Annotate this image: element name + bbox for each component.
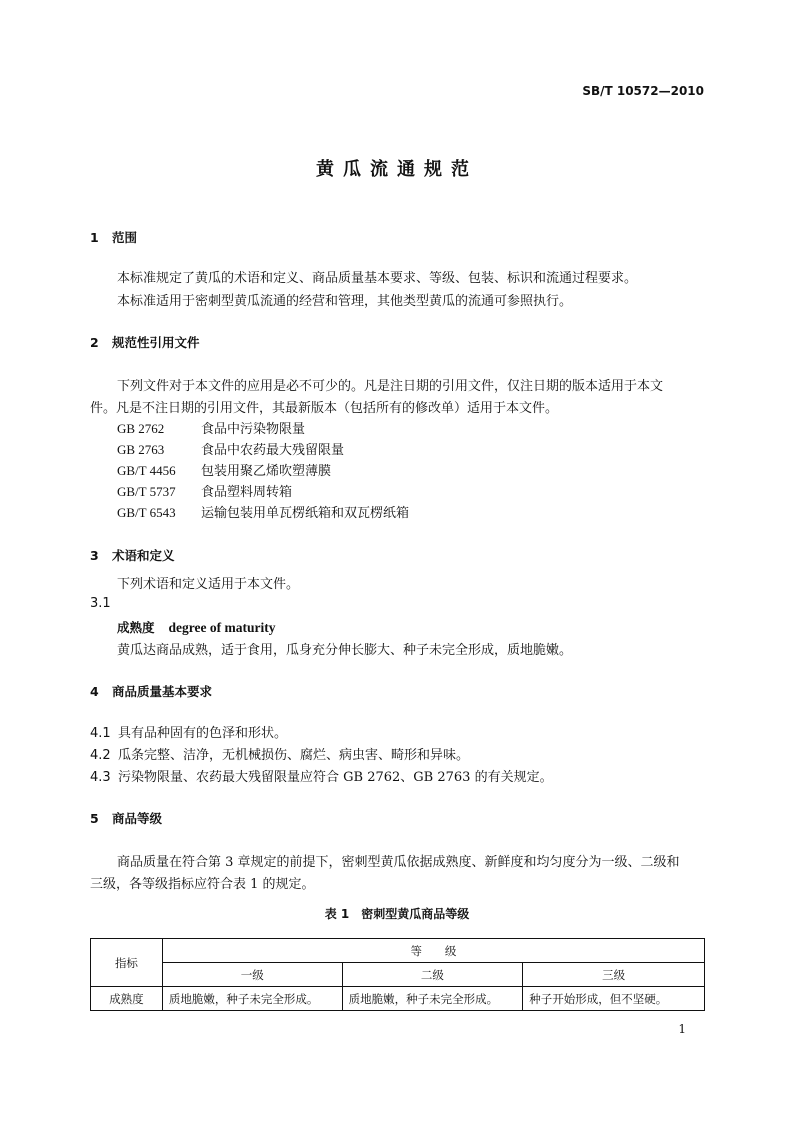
page-number: 1 xyxy=(678,1022,686,1036)
term-number: 3.1 xyxy=(90,596,111,611)
table-row xyxy=(91,987,705,1011)
header-indicator: 指标 xyxy=(91,939,163,987)
item-text: 污染物限量、农药最大残留限量应符合 GB 2762、GB 2763 的有关规定。 xyxy=(118,770,553,785)
section-1-heading xyxy=(90,228,137,246)
reference-title: 运输包装用单瓦楞纸箱和双瓦楞纸箱 xyxy=(201,506,410,521)
item-text: 具有品种固有的色泽和形状。 xyxy=(118,726,288,741)
reference-code: GB 2762 xyxy=(117,421,165,436)
grade-2-header: 二级 xyxy=(342,963,523,987)
paragraph: 本标准适用于密刺型黄瓜流通的经营和管理，其他类型黄瓜的流通可参照执行。 xyxy=(117,294,573,309)
reference-item xyxy=(117,418,305,437)
grade-1-header: 一级 xyxy=(162,963,342,987)
paragraph-continuation: 件。凡是不注日期的引用文件，其最新版本（包括所有的修改单）适用于本文件。 xyxy=(90,401,559,416)
section-title: 规范性引用文件 xyxy=(112,335,200,350)
section-title: 范围 xyxy=(112,230,138,245)
reference-title: 食品中农药最大残留限量 xyxy=(201,443,345,458)
reference-code: GB/T 6543 xyxy=(117,505,176,520)
reference-code: GB/T 5737 xyxy=(117,484,176,499)
paragraph: 本标准规定了黄瓜的术语和定义、商品质量基本要求、等级、包装、标识和流通过程要求。 xyxy=(117,271,638,286)
reference-title: 包装用聚乙烯吹塑薄膜 xyxy=(201,464,332,479)
term-english: degree of maturity xyxy=(168,620,276,635)
reference-code: GB/T 4456 xyxy=(117,463,176,478)
item-number: 4.1 xyxy=(90,726,111,741)
section-number: 5 xyxy=(90,811,99,826)
section-5-heading xyxy=(90,809,162,827)
section-3-heading xyxy=(90,546,175,564)
section-2-heading xyxy=(90,333,200,351)
term-heading xyxy=(117,618,275,636)
table-header-row xyxy=(91,939,705,963)
item-text: 瓜条完整、洁净，无机械损伤、腐烂、病虫害、畸形和异味。 xyxy=(118,748,470,763)
requirement-item xyxy=(90,722,287,741)
reference-item xyxy=(117,439,344,458)
grade-3-value: 种子开始形成，但不坚硬。 xyxy=(523,987,705,1011)
reference-title: 食品塑料周转箱 xyxy=(201,485,293,500)
term-definition: 黄瓜达商品成熟，适于食用，瓜身充分伸长膨大、种子未完全形成，质地脆嫩。 xyxy=(117,643,573,658)
table-caption: 表 1 密刺型黄瓜商品等级 xyxy=(324,907,470,921)
section-4-heading xyxy=(90,682,212,700)
standard-code: SB/T 10572—2010 xyxy=(582,84,704,98)
reference-item xyxy=(117,502,409,521)
item-number: 4.2 xyxy=(90,748,111,763)
reference-code: GB 2763 xyxy=(117,442,165,457)
paragraph-continuation: 三级，各等级指标应符合表 1 的规定。 xyxy=(90,877,315,892)
section-number: 4 xyxy=(90,684,99,699)
requirement-item xyxy=(90,766,553,785)
grade-2-value: 质地脆嫩，种子未完全形成。 xyxy=(342,987,523,1011)
reference-title: 食品中污染物限量 xyxy=(201,422,306,437)
header-grade: 等 级 xyxy=(162,939,704,963)
document-title: 黄瓜流通规范 xyxy=(316,159,478,180)
grade-3-header: 三级 xyxy=(523,963,705,987)
grade-1-value: 质地脆嫩，种子未完全形成。 xyxy=(162,987,342,1011)
paragraph: 下列文件对于本文件的应用是必不可少的。凡是注日期的引用文件，仅注日期的版本适用于本文 xyxy=(117,379,664,394)
requirement-item xyxy=(90,744,469,763)
section-number: 3 xyxy=(90,548,99,563)
section-title: 商品等级 xyxy=(112,811,163,826)
table-grade-row xyxy=(91,963,705,987)
section-title: 商品质量基本要求 xyxy=(112,684,213,699)
term-chinese: 成熟度 xyxy=(117,620,155,635)
row-indicator: 成熟度 xyxy=(91,987,163,1011)
section-title: 术语和定义 xyxy=(112,548,175,563)
paragraph: 下列术语和定义适用于本文件。 xyxy=(117,577,300,592)
item-number: 4.3 xyxy=(90,770,111,785)
section-number: 1 xyxy=(90,230,99,245)
section-number: 2 xyxy=(90,335,99,350)
paragraph: 商品质量在符合第 3 章规定的前提下，密刺型黄瓜依据成熟度、新鲜度和均匀度分为一级、二级和 xyxy=(117,855,680,870)
reference-item xyxy=(117,481,292,500)
reference-item xyxy=(117,460,331,479)
grade-table xyxy=(90,938,705,1011)
